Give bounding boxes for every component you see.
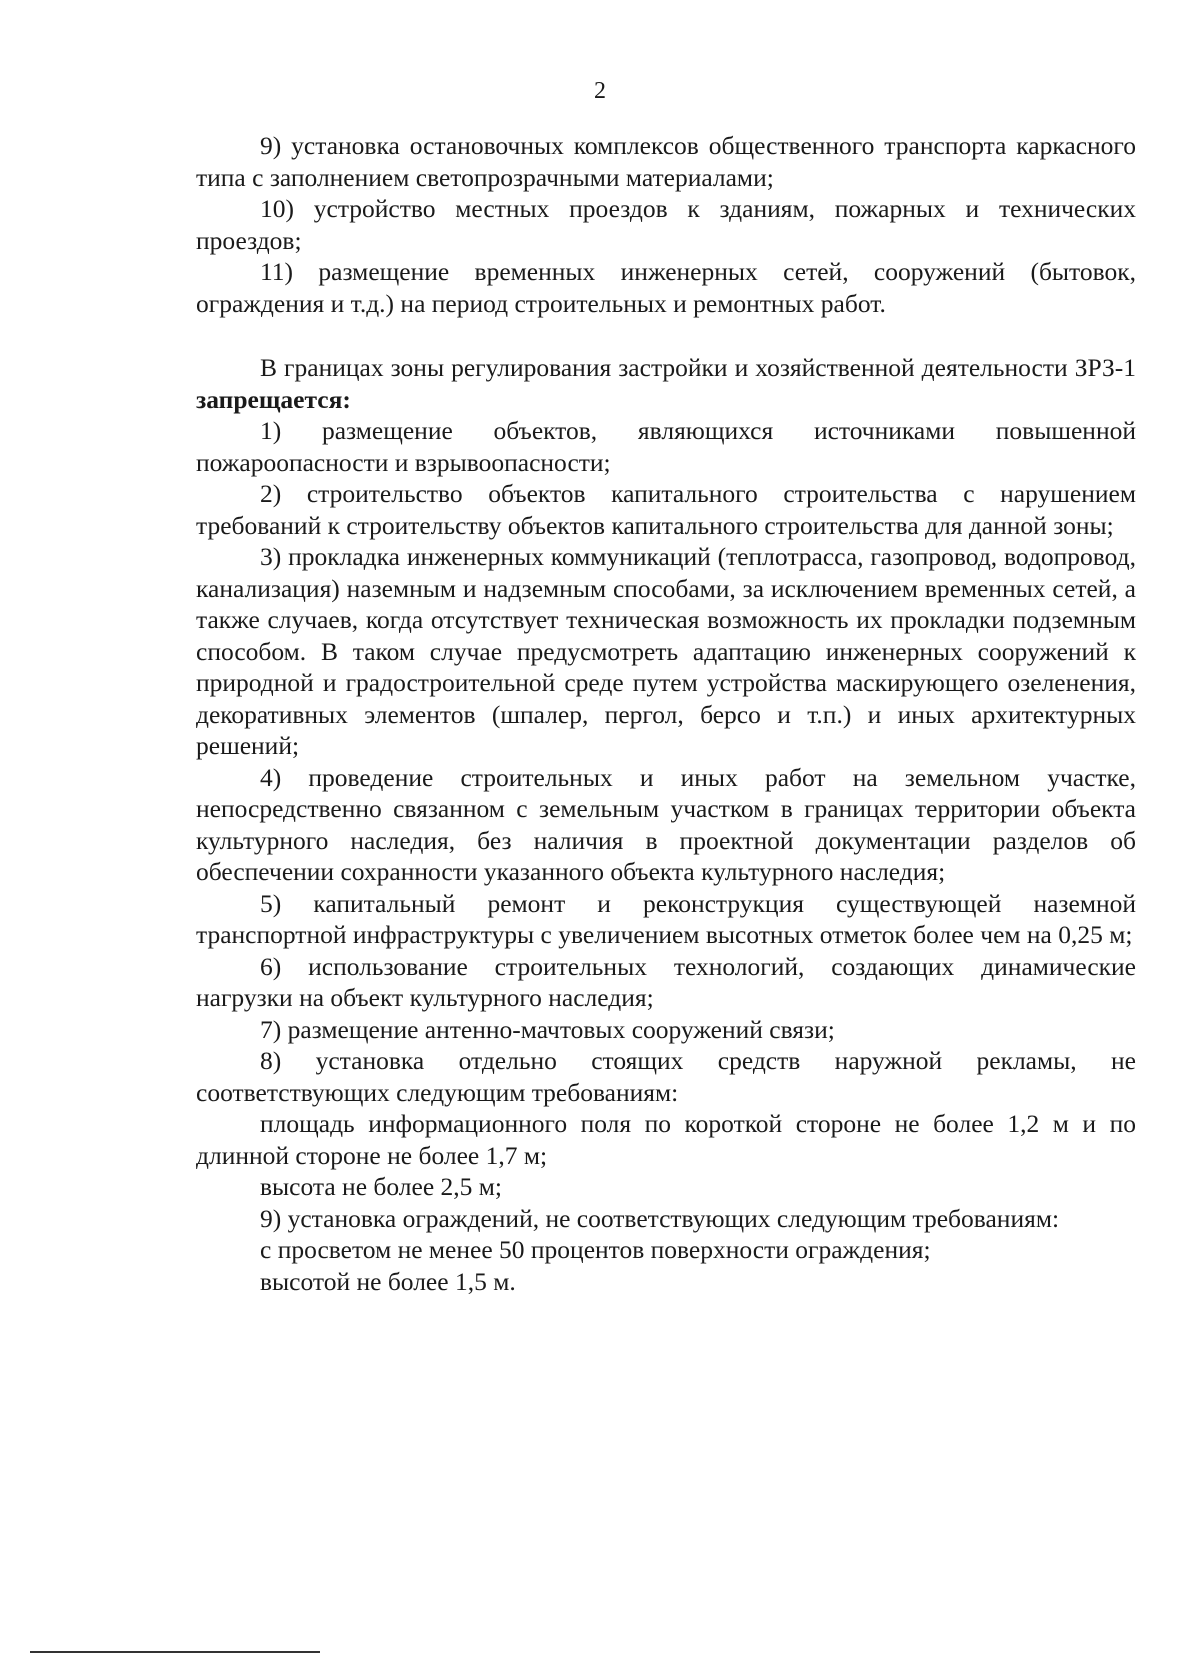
list-item: 9) установка ограждений, не соответствующих следующим требованиям:: [260, 1203, 1060, 1233]
zone-intro-text: В границах зоны регулирования застройки и хозяйственной деятельности ЗРЗ-1: [260, 353, 1136, 382]
list-item: 10) устройство местных проездов к зданиям, пожарных и технических проездов;: [196, 194, 1136, 255]
scan-edge-line: [30, 1651, 320, 1653]
list-item: 3) прокладка инженерных коммуникаций (теплотрасса, газопровод, водопровод, канализация) наземным и надземным способами, за исключением временных сетей, а также случаев, когда отсутствует техническая возможность их прокладки подземным способом. В таком случае предусмотреть адаптацию инженерных сооружений к природной и градостроительной среде путем устройства маскирующего озеленения, декоративных элементов (шпалер, пергол, берсо и т.п.) и иных архитектурных решений;: [196, 542, 1136, 760]
list-item: 2) строительство объектов капитального строительства с нарушением требований к строительству объектов капитального строительства для данной зоны;: [196, 479, 1136, 540]
zone-intro-paragraph: [196, 352, 1136, 415]
zone-intro-bold: запрещается:: [196, 384, 351, 414]
list-item: 5) капитальный ремонт и реконструкция существующей наземной транспортной инфраструктуры с увеличением высотных отметок более чем на 0,25 м;: [196, 888, 1136, 949]
list-item: 11) размещение временных инженерных сетей, сооружений (бытовок, ограждения и т.д.) на период строительных и ремонтных работ.: [196, 257, 1136, 318]
list-item: 1) размещение объектов, являющихся источниками повышенной пожароопасности и взрывоопасности;: [196, 416, 1136, 477]
list-item: 6) использование строительных технологий, создающих динамические нагрузки на объект культурного наследия;: [196, 951, 1136, 1012]
list-item: с просветом не менее 50 процентов поверхности ограждения;: [260, 1235, 931, 1264]
list-item: 7) размещение антенно-мачтовых сооружений связи;: [260, 1014, 835, 1044]
page-number: 2: [594, 78, 606, 104]
list-item: 9) установка остановочных комплексов общественного транспорта каркасного типа с заполнением светопрозрачными материалами;: [196, 131, 1136, 192]
paragraph-spacer: [196, 319, 1136, 352]
list-item: высота не более 2,5 м;: [260, 1172, 502, 1201]
list-item: 4) проведение строительных и иных работ на земельном участке, непосредственно связанном с земельным участком в границах территории объекта культурного наследия, без наличия в проектной документации разделов об обеспечении сохранности указанного объекта культурного наследия;: [196, 762, 1136, 886]
list-item: площадь информационного поля по короткой стороне не более 1,2 м и по длинной стороне не более 1,7 м;: [196, 1109, 1136, 1170]
document-body: [196, 130, 1136, 1297]
list-item: высотой не более 1,5 м.: [260, 1266, 516, 1296]
list-item: 8) установка отдельно стоящих средств наружной рекламы, не соответствующих следующим требованиям:: [196, 1046, 1136, 1107]
